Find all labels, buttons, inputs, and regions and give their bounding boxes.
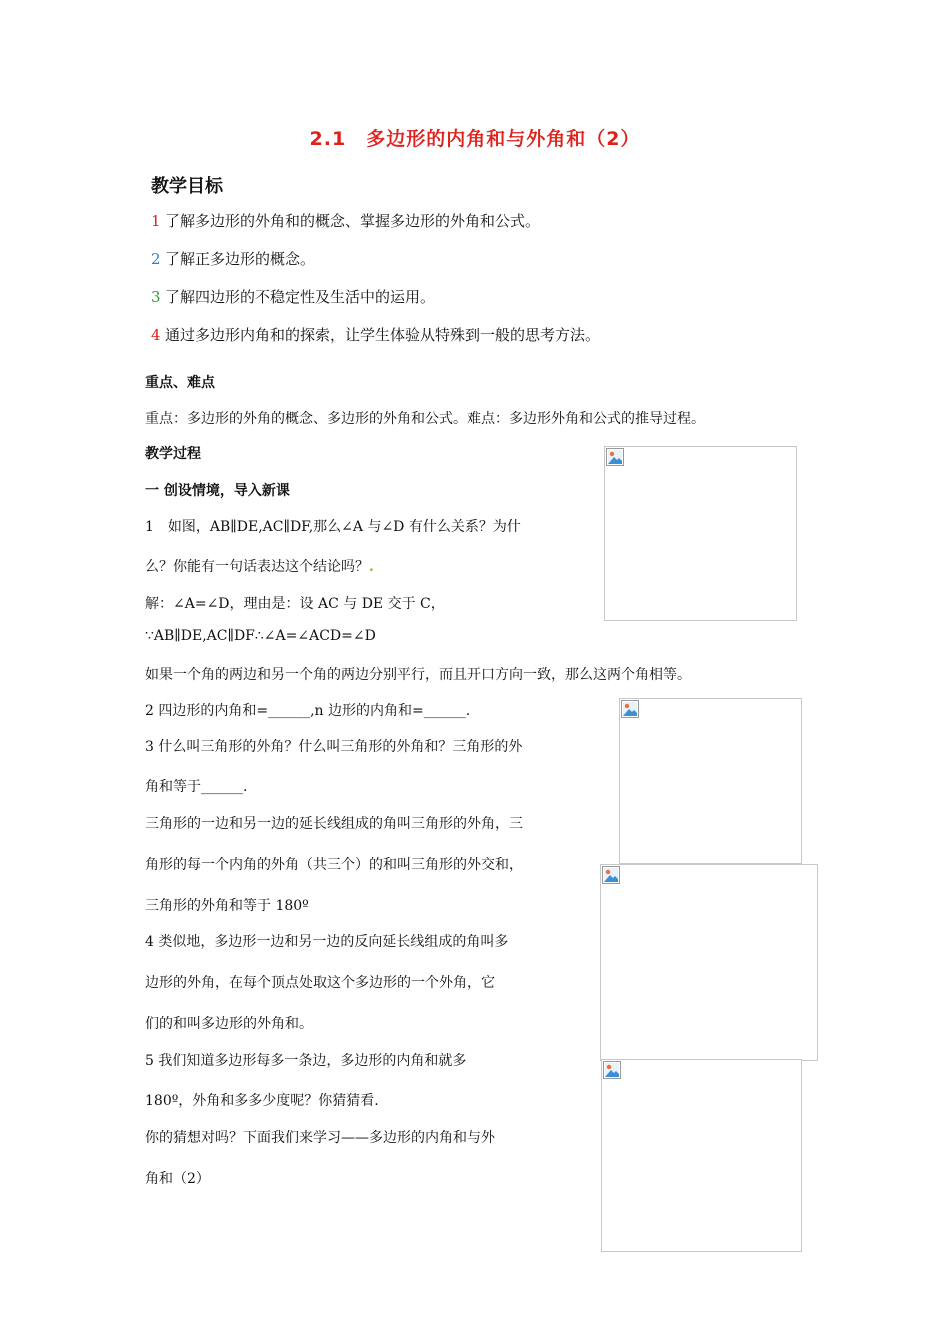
process-line: 2 四边形的内角和=______,n 边形的内角和=______. <box>145 703 471 719</box>
process-line: 180º，外角和多多少度呢？你猜猜看. <box>145 1093 379 1109</box>
objective-number: 4 <box>151 326 161 344</box>
key-points-text: 重点：多边形的外角的概念、多边形的外角和公式。难点：多边形外角和公式的推导过程。 <box>145 411 705 427</box>
objective-item <box>151 248 315 269</box>
broken-image-icon <box>621 700 639 718</box>
objective-text: 了解正多边形的概念。 <box>165 250 316 268</box>
objective-number: 3 <box>151 288 161 306</box>
objective-text: 了解多边形的外角和的概念、掌握多边形的外角和公式。 <box>165 212 541 230</box>
process-line: 三角形的外角和等于 180º <box>145 898 309 914</box>
figure-1-image <box>604 446 797 621</box>
key-points-heading: 重点、难点 <box>145 375 215 391</box>
process-line: 解：∠A=∠D，理由是：设 AC 与 DE 交于 C， <box>145 596 445 612</box>
objective-item <box>151 324 600 345</box>
objective-item <box>151 286 435 307</box>
process-line: 角和等于______. <box>145 779 248 795</box>
page-title: 2.1 多边形的内角和与外角和（2） <box>309 128 641 150</box>
broken-image-icon <box>602 866 620 884</box>
process-line: 如果一个角的两边和另一个角的两边分别平行，而且开口方向一致，那么这两个角相等。 <box>145 667 691 683</box>
process-line: 么？你能有一句话表达这个结论吗？. <box>145 559 374 575</box>
objectives-heading: 教学目标 <box>151 176 223 197</box>
figure-4-image <box>601 1059 802 1252</box>
objective-number: 1 <box>151 212 161 230</box>
objective-number: 2 <box>151 250 161 268</box>
process-line: 们的和叫多边形的外角和。 <box>145 1016 313 1032</box>
section-heading: 一 创设情境，导入新课 <box>145 483 290 499</box>
process-heading: 教学过程 <box>145 446 201 462</box>
process-line: 1 如图，AB∥DE,AC∥DF,那么∠A 与∠D 有什么关系？为什 <box>145 519 521 535</box>
process-line: 4 类似地，多边形一边和另一边的反向延长线组成的角叫多 <box>145 934 509 950</box>
broken-image-icon <box>606 448 624 466</box>
process-line: 角和（2） <box>145 1171 210 1187</box>
figure-3-image <box>600 864 818 1061</box>
process-line: 3 什么叫三角形的外角？什么叫三角形的外角和？三角形的外 <box>145 739 523 755</box>
broken-image-icon <box>603 1061 621 1079</box>
process-line: 你的猜想对吗？下面我们来学习——多边形的内角和与外 <box>145 1130 495 1146</box>
process-line: 角形的每一个内角的外角（共三个）的和叫三角形的外交和， <box>145 857 523 873</box>
objective-text: 通过多边形内角和的探索，让学生体验从特殊到一般的思考方法。 <box>165 326 601 344</box>
process-line: 三角形的一边和另一边的延长线组成的角叫三角形的外角，三 <box>145 816 523 832</box>
objective-text: 了解四边形的不稳定性及生活中的运用。 <box>165 288 436 306</box>
objective-item <box>151 210 540 231</box>
process-line: 边形的外角，在每个顶点处取这个多边形的一个外角，它 <box>145 975 495 991</box>
figure-2-image <box>619 698 802 864</box>
process-line: ∵AB∥DE,AC∥DF∴∠A=∠ACD=∠D <box>145 628 376 644</box>
process-line: 5 我们知道多边形每多一条边，多边形的内角和就多 <box>145 1053 467 1069</box>
